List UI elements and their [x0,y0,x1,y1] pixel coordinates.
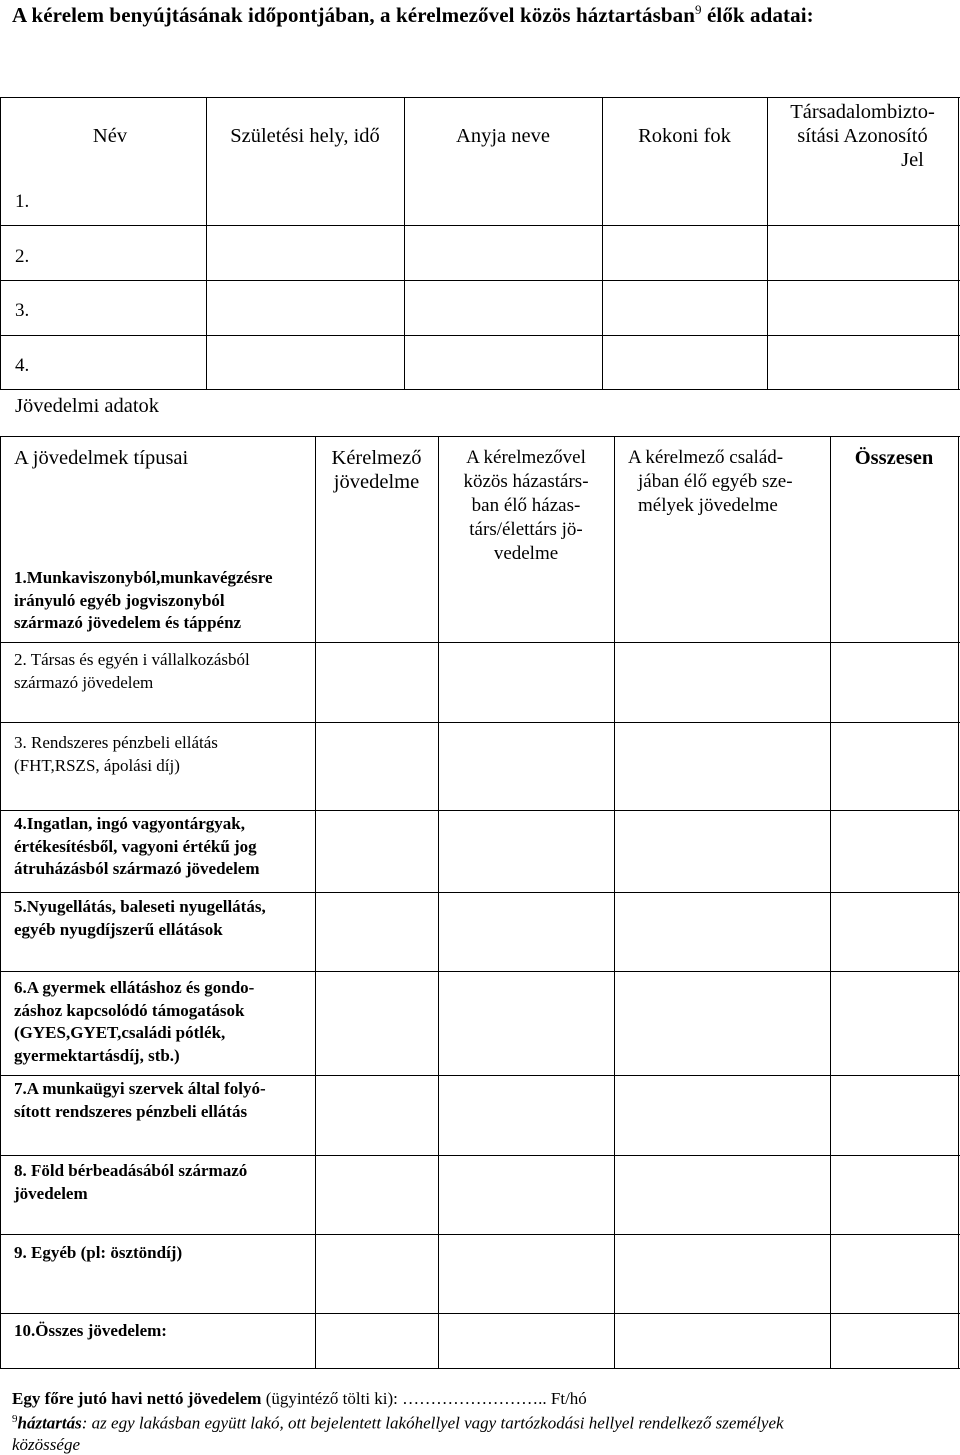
income-row-label: 10.Összes jövedelem: [14,1321,167,1340]
col-ssn-header: Társadalombizto- sítási Azonosító Jel [790,101,935,171]
section-title-income: Jövedelmi adatok [15,395,160,417]
col-mother-header: Anyja neve [456,125,550,147]
col-relation-header: Rokoni fok [638,125,731,147]
fill-in-dots: …………………….. [402,1389,547,1408]
household-row-number: 3. [15,300,30,321]
income-row-label: 4.Ingatlan, ingó vagyontárgyak, értékesítésből, vagyoni értékű jog átruházásból származó jövedelem [14,814,260,878]
col-income-types-header: A jövedelmek típusai [14,447,189,469]
footnote-ref: 9 [695,2,702,17]
household-row-number: 2. [15,246,30,267]
income-row-label: 7.A munkaügyi szervek által folyó- sított rendszeres pénzbeli ellátás [14,1079,266,1121]
col-applicant-income-header: Kérelmező jövedelme [331,447,422,493]
per-capita-income-line: Egy főre jutó havi nettó jövedelem (ügyintéző tölti ki): …………………….. Ft/hó [12,1389,587,1408]
household-row-number: 1. [15,191,30,212]
income-row-label: 5.Nyugellátás, baleseti nyugellátás, egyéb nyugdíjszerű ellátások [14,897,266,939]
col-birth-header: Születési hely, idő [230,125,380,147]
income-row-label: 3. Rendszeres pénzbeli ellátás (FHT,RSZS, ápolási díj) [14,733,218,775]
col-family-income-header: A kérelmező család- jában élő egyéb sze- mélyek jövedelme [628,447,793,516]
col-name-header: Név [92,125,128,147]
income-row-label: 6.A gyermek ellátáshoz és gondo- záshoz kapcsolódó támogatások (GYES,GYET,családi pótlék, gyermektartásdíj, stb.) [14,978,255,1065]
household-row-number: 4. [15,355,30,376]
income-row-label: 2. Társas és egyén i vállalkozásból származó jövedelem [14,650,250,692]
income-row-label: 1.Munkaviszonyból,munkavégzésre irányuló egyéb jogviszonyból származó jövedelem és táppénz [14,568,273,632]
form-title: A kérelem benyújtásának időpontjában, a kérelmezővel közös háztartásban$^9$ élők adatai: [12,2,814,27]
footnote: $^9$háztartás: az egy lakásban együtt lakó, ott bejelentett lakóhellyel vagy tartózkodási hellyel rendelkező személyek közössége [12,1413,784,1454]
col-spouse-income-header: A kérelmezővel közös házastárs- ban élő házas- társ/élettárs jö- vedelme [463,447,589,564]
income-row-label: 8. Föld bérbeadásából származó jövedelem [14,1161,248,1203]
col-total-header: Összesen [854,447,934,469]
income-row-label: 9. Egyéb (pl: ösztöndíj) [14,1243,183,1262]
